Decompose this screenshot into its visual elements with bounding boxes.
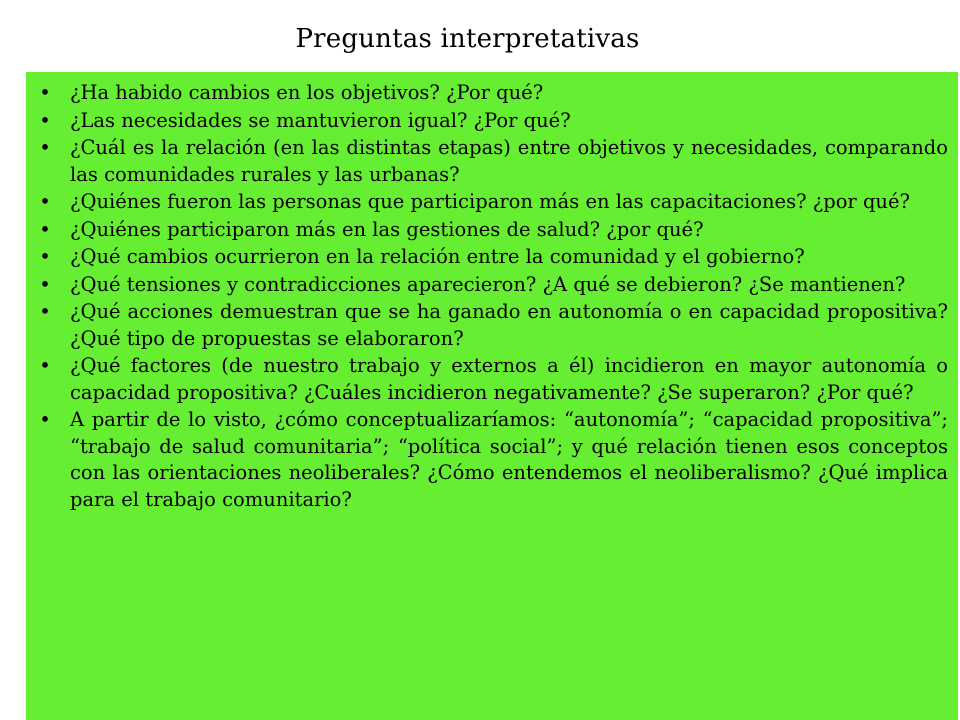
questions-list bbox=[26, 72, 958, 513]
question-text: ¿Qué tensiones y contradicciones aparecieron? ¿A qué se debieron? ¿Se mantienen? bbox=[70, 272, 906, 296]
list-item bbox=[39, 108, 948, 135]
list-item bbox=[39, 353, 948, 406]
bullet-icon: • bbox=[39, 300, 51, 323]
bullet-icon: • bbox=[39, 217, 51, 241]
list-item bbox=[39, 189, 948, 216]
bullet-icon: • bbox=[39, 190, 51, 213]
bullet-icon: • bbox=[39, 81, 51, 104]
list-item bbox=[39, 217, 948, 244]
list-item bbox=[39, 80, 948, 107]
question-text: ¿Qué factores (de nuestro trabajo y externos a él) incidieron en mayor autonomía o capacidad propositiva? ¿Cuáles incidieron negativamente? ¿Se superaron? ¿Por qué? bbox=[70, 354, 948, 404]
bullet-icon: • bbox=[39, 108, 51, 132]
bullet-icon: • bbox=[39, 354, 51, 377]
list-item bbox=[39, 272, 948, 299]
question-text: ¿Ha habido cambios en los objetivos? ¿Por qué? bbox=[70, 81, 544, 104]
question-text: ¿Qué acciones demuestran que se ha ganado en autonomía o en capacidad propositiva? ¿Qué tipo de propuestas se elaboraron? bbox=[70, 300, 948, 350]
question-text: ¿Quiénes fueron las personas que participaron más en las capacitaciones? ¿por qué? bbox=[70, 190, 910, 213]
list-item bbox=[39, 135, 948, 188]
question-text: A partir de lo visto, ¿cómo conceptualizaríamos: “autonomía”; “capacidad propositiva”; “trabajo de salud comunitaria”; “política social”; y qué relación tienen esos conceptos con las orientaciones neoliberales? ¿Cómo entendemos el neoliberalismo? ¿Qué implica para el trabajo comunitario? bbox=[70, 408, 948, 511]
list-item bbox=[39, 244, 948, 271]
bullet-icon: • bbox=[39, 245, 51, 268]
list-item bbox=[39, 407, 948, 513]
bullet-icon: • bbox=[39, 408, 51, 431]
slide-title: Preguntas interpretativas bbox=[295, 24, 640, 54]
question-text: ¿Las necesidades se mantuvieron igual? ¿Por qué? bbox=[70, 108, 571, 132]
question-text: ¿Cuál es la relación (en las distintas etapas) entre objetivos y necesidades, comparando las comunidades rurales y las urbanas? bbox=[70, 136, 948, 186]
bullet-icon: • bbox=[39, 136, 51, 159]
question-text: ¿Qué cambios ocurrieron en la relación entre la comunidad y el gobierno? bbox=[70, 245, 805, 268]
questions-panel bbox=[26, 72, 958, 720]
list-item bbox=[39, 299, 948, 352]
bullet-icon: • bbox=[39, 272, 51, 296]
question-text: ¿Quiénes participaron más en las gestiones de salud? ¿por qué? bbox=[70, 217, 704, 241]
